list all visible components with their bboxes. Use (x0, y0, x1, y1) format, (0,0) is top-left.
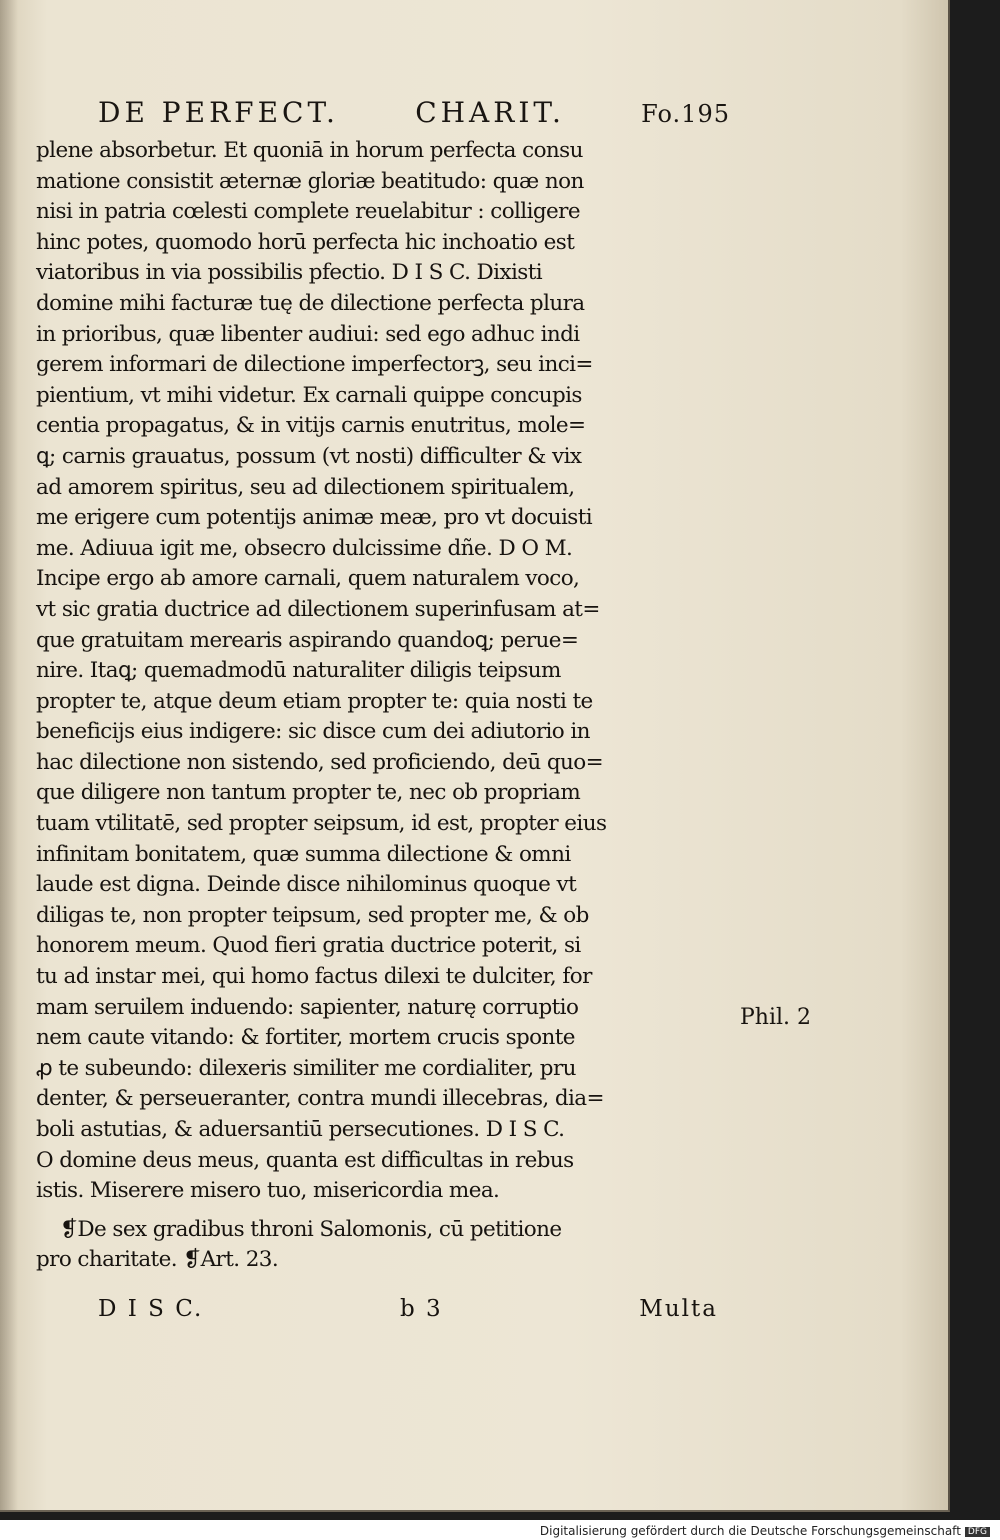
text-line: domine mihi facturæ tuę de dilectione perfecta plura (36, 290, 585, 316)
text-line: que gratuitam merearis aspirando quandoꝗ; perue= (36, 627, 579, 653)
catchword: Multa (639, 1296, 718, 1322)
credit-text: Digitalisierung gefördert durch die Deutsche Forschungsgemeinschaft (539, 1524, 961, 1538)
text-line: laude est digna. Deinde disce nihilominus quoque vt (36, 872, 577, 898)
text-line: nem caute vitando: & fortiter, mortem crucis sponte (36, 1025, 575, 1051)
text-line: ꝗ; carnis grauatus, possum (vt nosti) difficulter & vix (36, 443, 582, 469)
text-line: viatoribus in via possibilis pfectio. D I S C. Dixisti (36, 260, 543, 286)
text-line: ꝓ te subeundo: dilexeris similiter me cordialiter, pru (36, 1055, 576, 1081)
text-line: matione consistit æternæ gloriæ beatitudo: quæ non (36, 168, 584, 194)
digitization-credit (540, 1524, 990, 1538)
body-text (36, 136, 726, 1276)
text-line: honorem meum. Quod fieri gratia ductrice poterit, si (36, 933, 581, 959)
text-line: me erigere cum potentijs animæ meæ, pro vt docuisti (36, 505, 593, 531)
text-line: tuam vtilitatē, sed propter seipsum, id est, propter eius (36, 811, 607, 837)
text-line: propter te, atque deum etiam propter te: quia nosti te (36, 688, 593, 714)
text-line: denter, & perseueranter, contra mundi illecebras, dia= (36, 1086, 604, 1112)
section-heading-line: ❡De sex gradibus throni Salomonis, cū petitione (60, 1216, 562, 1242)
text-line: gerem informari de dilectione imperfectorꝫ, seu inci= (36, 352, 593, 378)
text-line: boli astutias, & aduersantiū persecutiones. D I S C. (36, 1117, 565, 1142)
text-line: tu ad instar mei, qui homo factus dilexi te dulciter, for (36, 964, 592, 990)
text-line: nire. Itaꝗ; quemadmodū naturaliter diligis teipsum (36, 658, 561, 684)
text-line: Incipe ergo ab amore carnali, quem naturalem voco, (36, 566, 580, 592)
text-line: nisi in patria cœlesti complete reuelabitur : colligere (36, 199, 580, 225)
running-head-left: DE PERFECT. (98, 96, 339, 129)
text-line: pientium, vt mihi videtur. Ex carnali quippe concupis (36, 382, 582, 408)
text-line: ad amorem spiritus, seu ad dilectionem spiritualem, (36, 474, 575, 500)
section-heading-line: pro charitate. ❡Art. 23. (36, 1247, 279, 1273)
text-line: hinc potes, quomodo horū perfecta hic inchoatio est (36, 229, 575, 255)
gutter-shadow (0, 0, 18, 1510)
text-line: istis. Miserere misero tuo, misericordia mea. (36, 1178, 500, 1204)
text-line: beneficijs eius indigere: sic disce cum dei adiutorio in (36, 719, 590, 745)
text-line: plene absorbetur. Et quoniā in horum perfecta consu (36, 138, 583, 163)
signature-mark: D I S C. (98, 1296, 204, 1322)
sheet-mark: b 3 (399, 1296, 443, 1322)
text-line: que diligere non tantum propter te, nec ob propriam (36, 780, 581, 806)
dfg-logo: DFG (965, 1527, 990, 1537)
text-line: me. Adiuua igit me, obsecro dulcissime dñe. D O M. (36, 535, 573, 561)
running-head-center: CHARIT. (415, 96, 565, 129)
text-line: infinitam bonitatem, quæ summa dilectione & omni (36, 841, 571, 867)
folio-number: Fo.195 (641, 100, 730, 128)
text-line: mam seruilem induendo: sapienter, naturę corruptio (36, 994, 579, 1020)
marginal-note: Phil. 2 (740, 1005, 812, 1030)
text-line: in prioribus, quæ libenter audiui: sed ego adhuc indi (36, 321, 580, 347)
text-line: hac dilectione non sistendo, sed proficiendo, deū quo= (36, 749, 604, 775)
text-line: O domine deus meus, quanta est difficultas in rebus (36, 1147, 574, 1173)
running-head (98, 96, 730, 132)
text-line: vt sic gratia ductrice ad dilectionem superinfusam at= (36, 596, 600, 622)
text-line: centia propagatus, & in vitijs carnis enutritus, mole= (36, 413, 586, 439)
signature-line (98, 1296, 718, 1330)
text-line: diligas te, non propter teipsum, sed propter me, & ob (36, 902, 589, 928)
